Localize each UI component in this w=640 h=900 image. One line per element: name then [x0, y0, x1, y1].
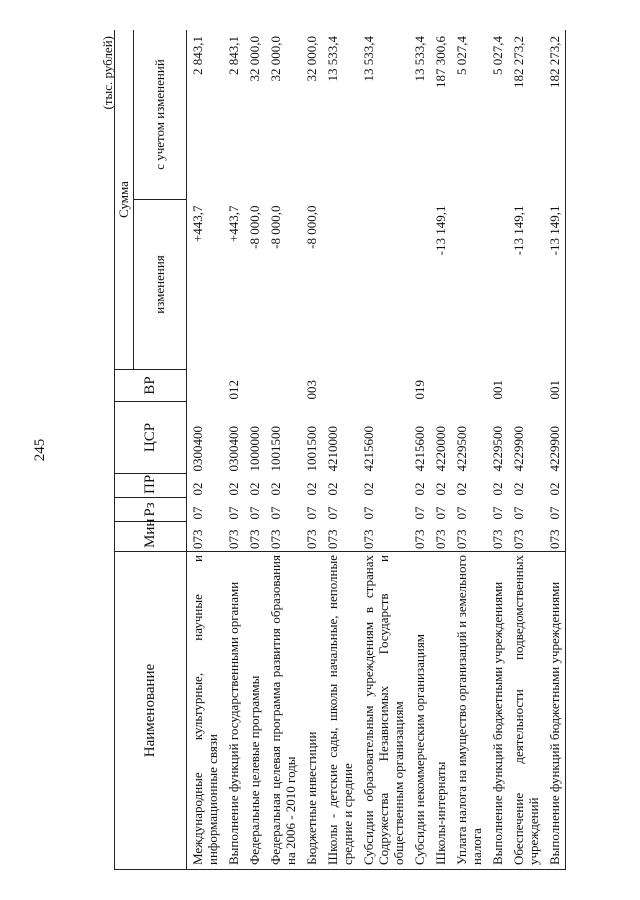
table-row [244, 30, 265, 870]
header-vr: ВР [115, 370, 187, 402]
cell-csr: 4229500 [454, 426, 469, 472]
cell-min: 073 [361, 529, 376, 549]
cell-total: 13 533,4 [409, 30, 430, 200]
cell-pr: 02 [361, 482, 376, 496]
cell-vr [244, 370, 265, 402]
cell-change: -8 000,0 [304, 205, 319, 249]
cell-rz: 07 [226, 506, 241, 520]
budget-table [114, 30, 566, 870]
rotated-page [100, 30, 620, 870]
cell-csr: 0300400 [226, 426, 241, 472]
cell-rz: 07 [190, 506, 205, 520]
cell-pr: 02 [490, 482, 505, 496]
cell-change [409, 200, 430, 370]
cell-pr: 02 [511, 482, 526, 496]
header-name: Наименование [115, 552, 187, 870]
cell-vr [358, 370, 409, 402]
cell-rz: 07 [268, 506, 283, 520]
cell-csr: 1000000 [247, 426, 262, 472]
table-row [265, 30, 301, 870]
cell-change: -13 149,1 [433, 205, 448, 256]
cell-rz: 07 [361, 506, 376, 520]
cell-rz: 07 [511, 506, 526, 520]
cell-csr: 0300400 [190, 426, 205, 472]
cell-total: 5 027,4 [451, 30, 487, 200]
cell-rz: 07 [490, 506, 505, 520]
cell-name: Школы - детские сады, школы начальные, неполные средние и средние [322, 552, 358, 870]
table-row [409, 30, 430, 870]
cell-name: Выполнение функций государственными органами [223, 552, 244, 870]
table-row [487, 30, 508, 870]
cell-total: 5 027,4 [487, 30, 508, 200]
cell-rz: 07 [304, 506, 319, 520]
table-row [544, 30, 566, 870]
cell-pr: 02 [190, 482, 205, 496]
table-row [358, 30, 409, 870]
cell-name: Федеральная целевая программа развития образования на 2006 - 2010 годы [265, 552, 301, 870]
cell-csr: 1001500 [304, 426, 319, 472]
cell-min: 073 [247, 529, 262, 549]
table-row [430, 30, 451, 870]
header-with-change: с учетом изменений [134, 30, 187, 200]
cell-csr: 4215600 [412, 426, 427, 472]
cell-rz: 07 [454, 506, 469, 520]
cell-pr: 02 [433, 482, 448, 496]
cell-min: 073 [544, 522, 566, 552]
cell-min: 073 [433, 529, 448, 549]
cell-min: 073 [226, 529, 241, 549]
cell-total: 32 000,0 [265, 30, 301, 200]
header-row-1 [115, 30, 134, 870]
cell-pr: 02 [544, 474, 566, 498]
cell-total: 32 000,0 [301, 30, 322, 200]
cell-vr: 001 [544, 370, 566, 402]
cell-csr: 1001500 [268, 426, 283, 472]
cell-pr: 02 [304, 482, 319, 496]
cell-name: Федеральные целевые программы [244, 552, 265, 870]
cell-pr: 02 [454, 482, 469, 496]
cell-total: 13 533,4 [322, 30, 358, 200]
cell-name: Обеспечение деятельности подведомственных учреждений [508, 552, 544, 870]
cell-total: 13 533,4 [358, 30, 409, 200]
cell-vr: 003 [304, 380, 319, 400]
cell-min: 073 [325, 529, 340, 549]
cell-change [358, 200, 409, 370]
cell-change: -13 149,1 [511, 205, 526, 256]
cell-name: Субсидии некоммерческим организациям [409, 552, 430, 870]
cell-rz: 07 [433, 506, 448, 520]
cell-min: 073 [190, 529, 205, 549]
header-min: Мин [115, 522, 187, 552]
cell-vr: 012 [226, 380, 241, 400]
cell-min: 073 [304, 529, 319, 549]
cell-csr: 4229500 [490, 426, 505, 472]
cell-rz: 07 [412, 506, 427, 520]
cell-vr: 001 [490, 380, 505, 400]
cell-rz: 07 [325, 506, 340, 520]
cell-pr: 02 [247, 482, 262, 496]
cell-min: 073 [268, 529, 283, 549]
cell-change [322, 200, 358, 370]
cell-total: 182 273,2 [544, 30, 566, 200]
cell-min: 073 [490, 529, 505, 549]
cell-change [451, 200, 487, 370]
cell-vr [265, 370, 301, 402]
unit-note: (тыс. рублей) [100, 36, 115, 110]
cell-min: 073 [511, 529, 526, 549]
header-change: изменения [134, 200, 187, 370]
cell-csr: 4220000 [433, 426, 448, 472]
header-rz: Рз [115, 498, 187, 522]
header-sum: Сумма [115, 30, 134, 370]
cell-total: 187 300,6 [430, 30, 451, 200]
cell-total: 182 273,2 [508, 30, 544, 200]
cell-total: 2 843,1 [187, 30, 224, 200]
table-row [223, 30, 244, 870]
table-row [187, 30, 224, 870]
header-pr: ПР [115, 474, 187, 498]
table-row [508, 30, 544, 870]
cell-vr [322, 370, 358, 402]
cell-min: 073 [454, 529, 469, 549]
cell-change: -13 149,1 [544, 200, 566, 370]
cell-vr [451, 370, 487, 402]
cell-min: 073 [412, 529, 427, 549]
cell-csr: 4229900 [544, 402, 566, 474]
cell-vr [430, 370, 451, 402]
cell-rz: 07 [247, 506, 262, 520]
cell-change [487, 200, 508, 370]
table-body [187, 30, 566, 870]
cell-pr: 02 [325, 482, 340, 496]
cell-vr [187, 370, 224, 402]
cell-change: -8 000,0 [268, 205, 283, 249]
cell-pr: 02 [268, 482, 283, 496]
cell-change: -8 000,0 [247, 205, 262, 249]
cell-name: Выполнение функций бюджетными учреждениями [487, 552, 508, 870]
table-row [451, 30, 487, 870]
cell-name: Школы-интернаты [430, 552, 451, 870]
cell-vr [508, 370, 544, 402]
cell-rz: 07 [544, 498, 566, 522]
page-number: 245 [32, 438, 48, 462]
cell-csr: 4210000 [325, 426, 340, 472]
table-row [301, 30, 322, 870]
table-canvas [100, 30, 620, 870]
cell-csr: 4215600 [361, 426, 376, 472]
cell-pr: 02 [412, 482, 427, 496]
cell-name: Бюджетные инвестиции [301, 552, 322, 870]
cell-name: Субсидии образовательным учреждениям в странах Содружества Независимых Государств и общественным организациям [358, 552, 409, 870]
cell-name: Выполнение функций бюджетными учреждениями [544, 552, 566, 870]
cell-total: 2 843,1 [223, 30, 244, 200]
cell-total: 32 000,0 [244, 30, 265, 200]
cell-name: Международные культурные, научные и информационные связи [187, 552, 224, 870]
cell-change: +443,7 [226, 205, 241, 243]
cell-csr: 4229900 [511, 426, 526, 472]
cell-pr: 02 [226, 482, 241, 496]
header-csr: ЦСР [115, 402, 187, 474]
cell-name: Уплата налога на имущество организаций и земельного налога [451, 552, 487, 870]
cell-change: +443,7 [190, 205, 205, 243]
cell-vr: 019 [412, 380, 427, 400]
table-row [322, 30, 358, 870]
